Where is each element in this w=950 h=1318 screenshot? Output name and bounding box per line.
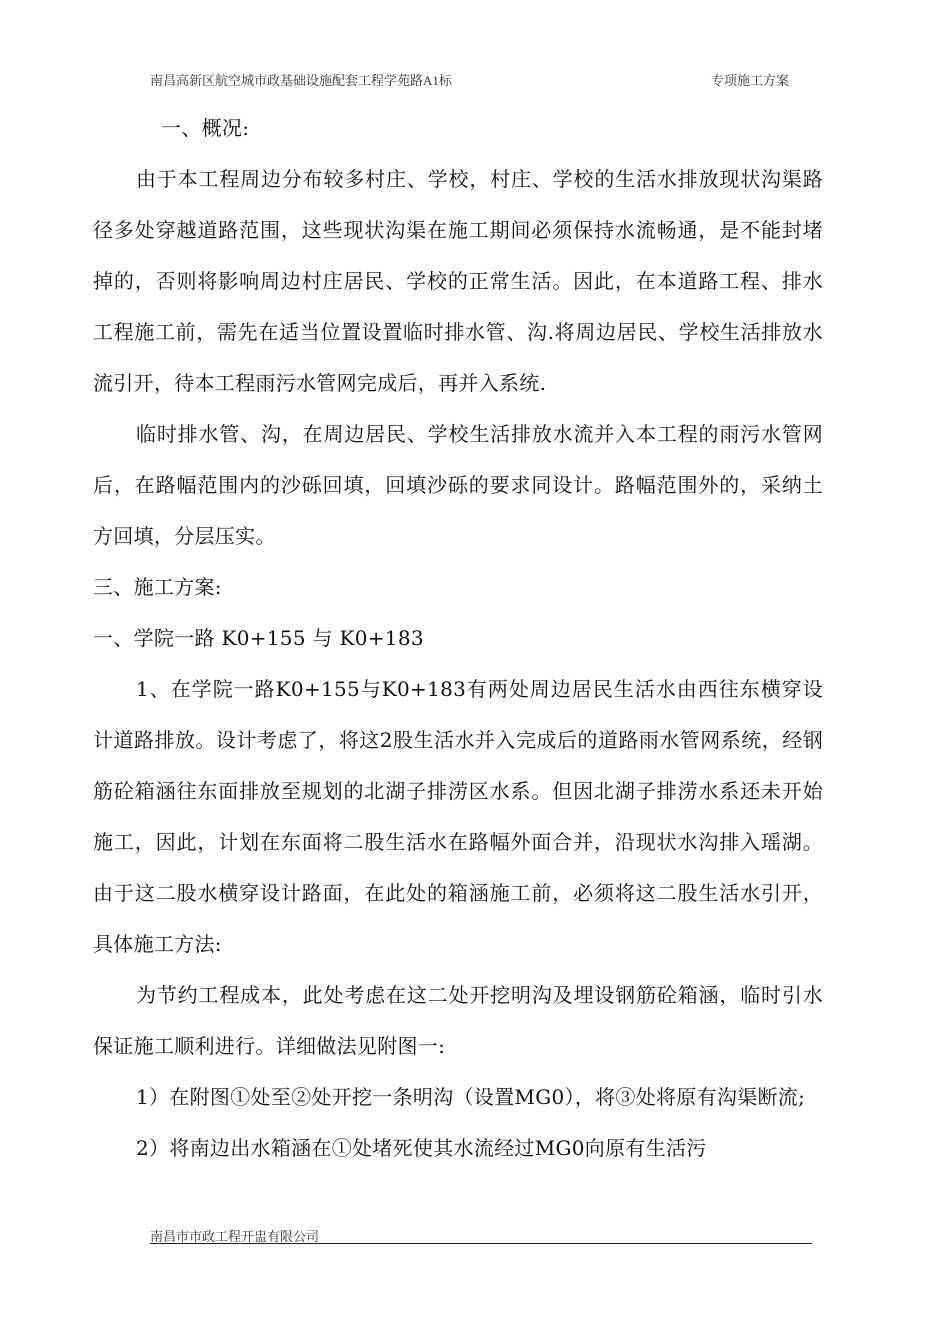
document-body	[93, 103, 823, 1174]
heading-road-section: 一、学院一路 K0+155 与 K0+183	[93, 626, 424, 650]
footer-divider	[150, 1243, 812, 1244]
paragraph-drainage-crossing: 1、在学院一路K0+155与K0+183有两处周边居民生活水由西往东横穿设计道路排放。设计考虑了，将这2股生活水并入完成后的道路雨水管网系统，经钢筋砼箱涵往东面排放至规划的北湖子排涝区水系。但因北湖子排涝水系还未开始施工，因此，计划在东面将二股生活水在路幅外面合并，沿现状水沟排入瑶湖。由于这二股水横穿设计路面，在此处的箱涵施工前，必须将这二股生活水引开，具体施工方法:	[93, 677, 823, 956]
paragraph-step-1: 1）在附图①处至②处开挖一条明沟（设置MG0），将③处将原有沟渠断流;	[136, 1085, 806, 1109]
heading-construction-plan: 三、施工方案:	[93, 575, 222, 599]
heading-overview: 一、概况:	[161, 116, 250, 140]
footer-company: 南昌市市政工程开盅有限公司	[150, 1229, 320, 1244]
paragraph-backfill: 临时排水管、沟，在周边居民、学校生活排放水流并入本工程的雨污水管网后，在路幅范围内的沙砾回填，回填沙砾的要求同设计。路幅范围外的，采纳土方回填，分层压实。	[93, 422, 823, 548]
paragraph-step-2: 2）将南边出水箱涵在①处堵死使其水流经过MG0向原有生活污	[136, 1136, 707, 1160]
paragraph-cost-saving: 为节约工程成本，此处考虑在这二处开挖明沟及埋设钢筋砼箱涵，临时引水保证施工顺利进行。详细做法见附图一:	[93, 983, 823, 1058]
paragraph-overview: 由于本工程周边分布较多村庄、学校，村庄、学校的生活水排放现状沟渠路径多处穿越道路范围，这些现状沟渠在施工期间必须保持水流畅通，是不能封堵掉的，否则将影响周边村庄居民、学校的正常生活。因此，在本道路工程、排水工程施工前，需先在适当位置设置临时排水管、沟.将周边居民、学校生活排放水流引开，待本工程雨污水管网完成后，再并入系统.	[93, 167, 823, 395]
header-doc-type: 专项施工方案	[711, 73, 790, 88]
header-project-title: 南昌高新区航空城市政基础设施配套工程学苑路A1标	[150, 73, 452, 88]
